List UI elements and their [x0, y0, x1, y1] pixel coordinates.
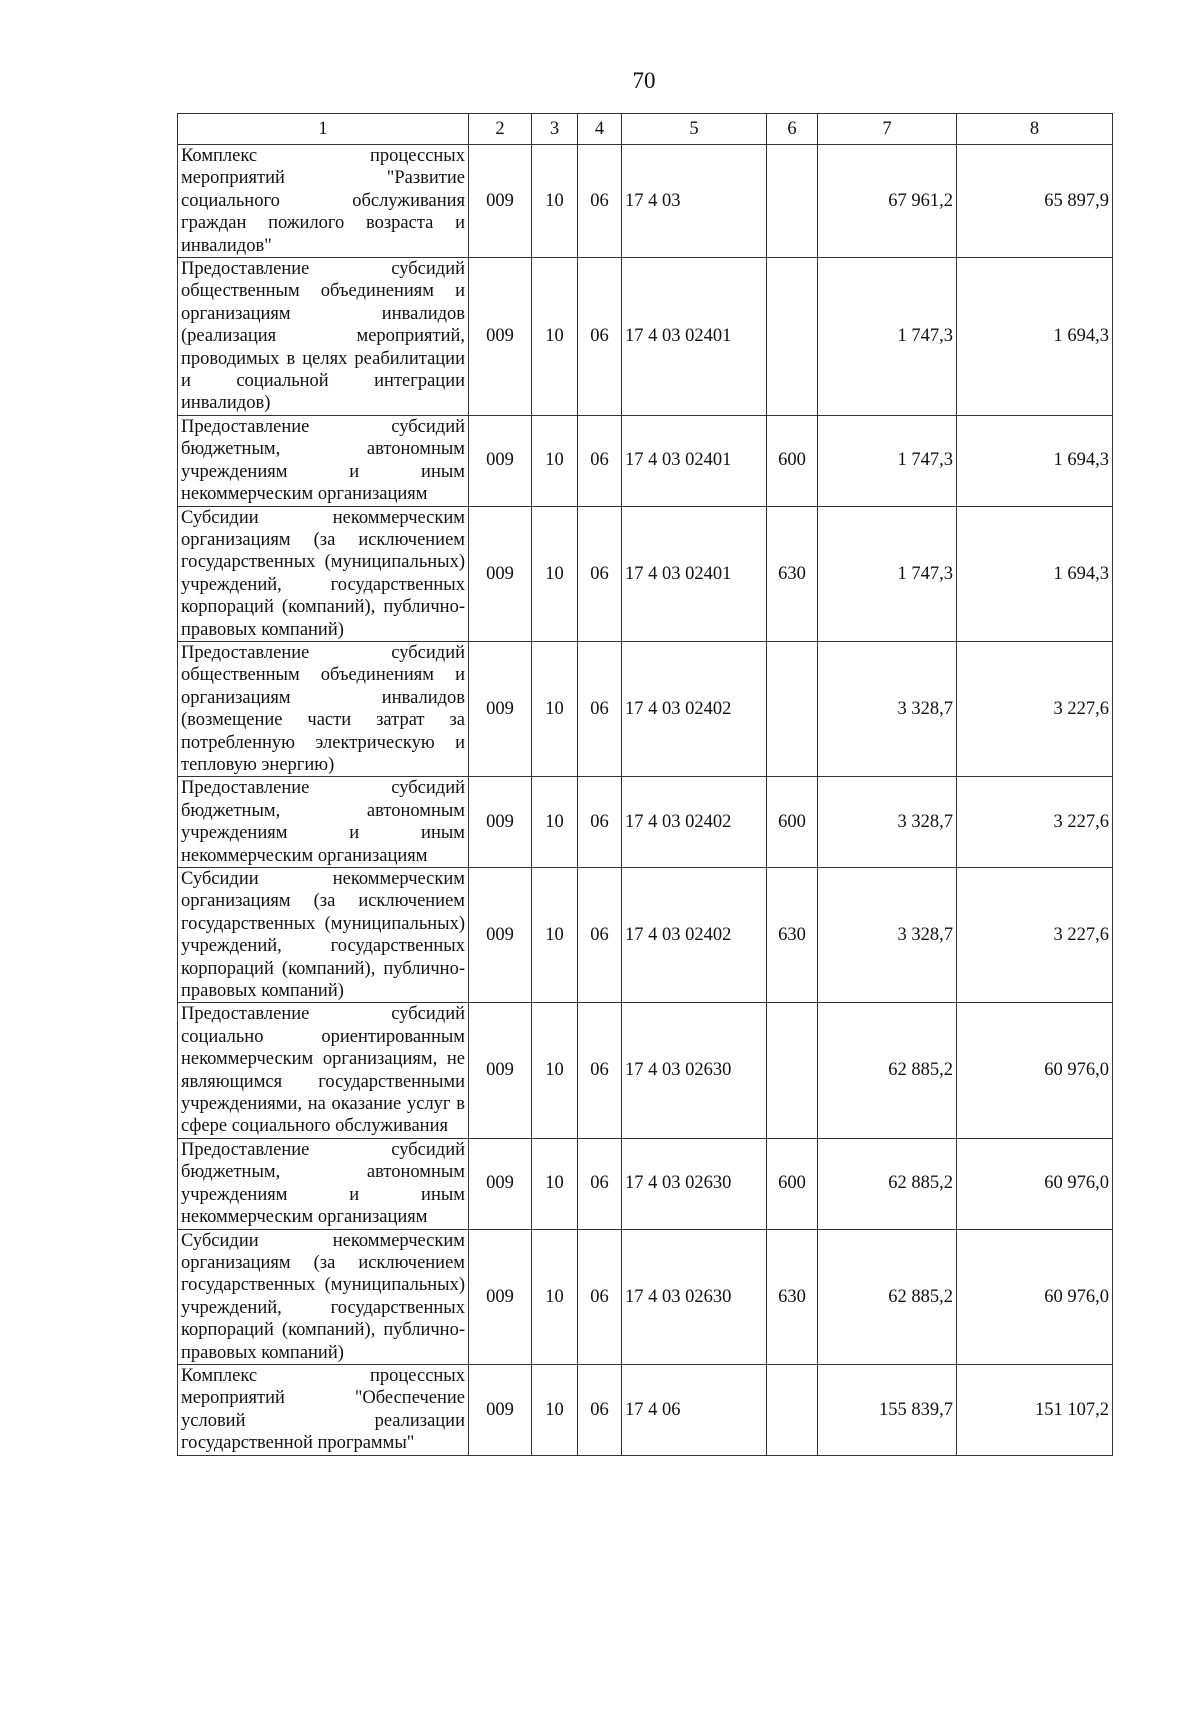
cell-amount-7: 62 885,2	[818, 1138, 957, 1229]
cell-amount-8: 3 227,6	[957, 777, 1113, 868]
table-row	[178, 1003, 1113, 1138]
cell-ministry-code: 009	[469, 145, 532, 258]
cell-expense-type	[767, 1364, 818, 1455]
row-name: Субсидии некоммерческим организациям (за исключением государственных (муниципальных) учреждений, государственных корпораций (компаний), публично-правовых компаний)	[178, 506, 469, 641]
cell-subsection: 06	[578, 1229, 622, 1364]
cell-target-article: 17 4 03 02630	[622, 1003, 767, 1138]
cell-target-article: 17 4 03 02401	[622, 415, 767, 506]
cell-subsection: 06	[578, 641, 622, 776]
table-row	[178, 506, 1113, 641]
cell-amount-8: 60 976,0	[957, 1229, 1113, 1364]
cell-ministry-code: 009	[469, 1229, 532, 1364]
cell-expense-type	[767, 1003, 818, 1138]
row-name: Субсидии некоммерческим организациям (за исключением государственных (муниципальных) учреждений, государственных корпораций (компаний), публично-правовых компаний)	[178, 868, 469, 1003]
cell-expense-type: 630	[767, 868, 818, 1003]
cell-expense-type: 600	[767, 415, 818, 506]
cell-target-article: 17 4 03 02630	[622, 1229, 767, 1364]
cell-expense-type	[767, 145, 818, 258]
cell-expense-type: 600	[767, 1138, 818, 1229]
table-row	[178, 1364, 1113, 1455]
row-name: Предоставление субсидий бюджетным, автономным учреждениям и иным некоммерческим организациям	[178, 777, 469, 868]
cell-target-article: 17 4 03 02630	[622, 1138, 767, 1229]
cell-ministry-code: 009	[469, 1138, 532, 1229]
cell-amount-7: 1 747,3	[818, 415, 957, 506]
cell-amount-8: 65 897,9	[957, 145, 1113, 258]
cell-expense-type: 630	[767, 1229, 818, 1364]
column-header: 8	[957, 114, 1113, 145]
cell-amount-7: 3 328,7	[818, 777, 957, 868]
cell-ministry-code: 009	[469, 868, 532, 1003]
cell-amount-8: 60 976,0	[957, 1003, 1113, 1138]
cell-target-article: 17 4 03 02402	[622, 641, 767, 776]
cell-amount-8: 3 227,6	[957, 868, 1113, 1003]
cell-amount-8: 1 694,3	[957, 258, 1113, 416]
cell-subsection: 06	[578, 415, 622, 506]
cell-amount-7: 3 328,7	[818, 868, 957, 1003]
cell-expense-type: 600	[767, 777, 818, 868]
cell-section: 10	[532, 777, 578, 868]
cell-amount-7: 62 885,2	[818, 1229, 957, 1364]
cell-amount-7: 155 839,7	[818, 1364, 957, 1455]
row-name: Субсидии некоммерческим организациям (за исключением государственных (муниципальных) учреждений, государственных корпораций (компаний), публично-правовых компаний)	[178, 1229, 469, 1364]
cell-expense-type	[767, 641, 818, 776]
cell-amount-8: 3 227,6	[957, 641, 1113, 776]
cell-subsection: 06	[578, 258, 622, 416]
cell-amount-7: 62 885,2	[818, 1003, 957, 1138]
cell-section: 10	[532, 1229, 578, 1364]
cell-amount-8: 1 694,3	[957, 415, 1113, 506]
cell-ministry-code: 009	[469, 777, 532, 868]
row-name: Предоставление субсидий общественным объединениям и организациям инвалидов (возмещение части затрат за потребленную электрическую и тепловую энергию)	[178, 641, 469, 776]
cell-ministry-code: 009	[469, 415, 532, 506]
cell-target-article: 17 4 03	[622, 145, 767, 258]
cell-subsection: 06	[578, 1364, 622, 1455]
cell-target-article: 17 4 03 02401	[622, 258, 767, 416]
cell-subsection: 06	[578, 145, 622, 258]
cell-section: 10	[532, 415, 578, 506]
cell-section: 10	[532, 868, 578, 1003]
cell-amount-7: 67 961,2	[818, 145, 957, 258]
column-header: 6	[767, 114, 818, 145]
cell-section: 10	[532, 1138, 578, 1229]
cell-section: 10	[532, 506, 578, 641]
column-header: 4	[578, 114, 622, 145]
table-row	[178, 777, 1113, 868]
cell-section: 10	[532, 145, 578, 258]
cell-section: 10	[532, 641, 578, 776]
column-header: 2	[469, 114, 532, 145]
cell-amount-8: 151 107,2	[957, 1364, 1113, 1455]
row-name: Предоставление субсидий социально ориентированным некоммерческим организациям, не являющимся государственными учреждениями, на оказание услуг в сфере социального обслуживания	[178, 1003, 469, 1138]
row-name: Предоставление субсидий бюджетным, автономным учреждениям и иным некоммерческим организациям	[178, 415, 469, 506]
table-row	[178, 1229, 1113, 1364]
cell-subsection: 06	[578, 1003, 622, 1138]
row-name: Комплекс процессных мероприятий "Обеспечение условий реализации государственной программы"	[178, 1364, 469, 1455]
cell-expense-type: 630	[767, 506, 818, 641]
cell-subsection: 06	[578, 1138, 622, 1229]
cell-subsection: 06	[578, 868, 622, 1003]
table-row	[178, 415, 1113, 506]
cell-expense-type	[767, 258, 818, 416]
column-header: 7	[818, 114, 957, 145]
row-name: Комплекс процессных мероприятий "Развитие социального обслуживания граждан пожилого возраста и инвалидов"	[178, 145, 469, 258]
table-row	[178, 1138, 1113, 1229]
cell-target-article: 17 4 03 02402	[622, 868, 767, 1003]
table-row	[178, 641, 1113, 776]
cell-target-article: 17 4 03 02402	[622, 777, 767, 868]
table-header-row	[178, 114, 1113, 145]
cell-ministry-code: 009	[469, 1003, 532, 1138]
cell-amount-8: 1 694,3	[957, 506, 1113, 641]
cell-target-article: 17 4 03 02401	[622, 506, 767, 641]
column-header: 5	[622, 114, 767, 145]
cell-ministry-code: 009	[469, 641, 532, 776]
cell-amount-8: 60 976,0	[957, 1138, 1113, 1229]
row-name: Предоставление субсидий общественным объединениям и организациям инвалидов (реализация мероприятий, проводимых в целях реабилитации и социальной интеграции инвалидов)	[178, 258, 469, 416]
cell-amount-7: 1 747,3	[818, 506, 957, 641]
cell-section: 10	[532, 258, 578, 416]
cell-ministry-code: 009	[469, 506, 532, 641]
cell-amount-7: 3 328,7	[818, 641, 957, 776]
page-number: 70	[632, 68, 656, 93]
cell-target-article: 17 4 06	[622, 1364, 767, 1455]
budget-table	[177, 113, 1113, 1456]
cell-amount-7: 1 747,3	[818, 258, 957, 416]
table-row	[178, 145, 1113, 258]
table-row	[178, 258, 1113, 416]
row-name: Предоставление субсидий бюджетным, автономным учреждениям и иным некоммерческим организациям	[178, 1138, 469, 1229]
cell-subsection: 06	[578, 506, 622, 641]
column-header: 1	[178, 114, 469, 145]
cell-section: 10	[532, 1364, 578, 1455]
cell-section: 10	[532, 1003, 578, 1138]
table-row	[178, 868, 1113, 1003]
column-header: 3	[532, 114, 578, 145]
cell-ministry-code: 009	[469, 258, 532, 416]
cell-subsection: 06	[578, 777, 622, 868]
cell-ministry-code: 009	[469, 1364, 532, 1455]
